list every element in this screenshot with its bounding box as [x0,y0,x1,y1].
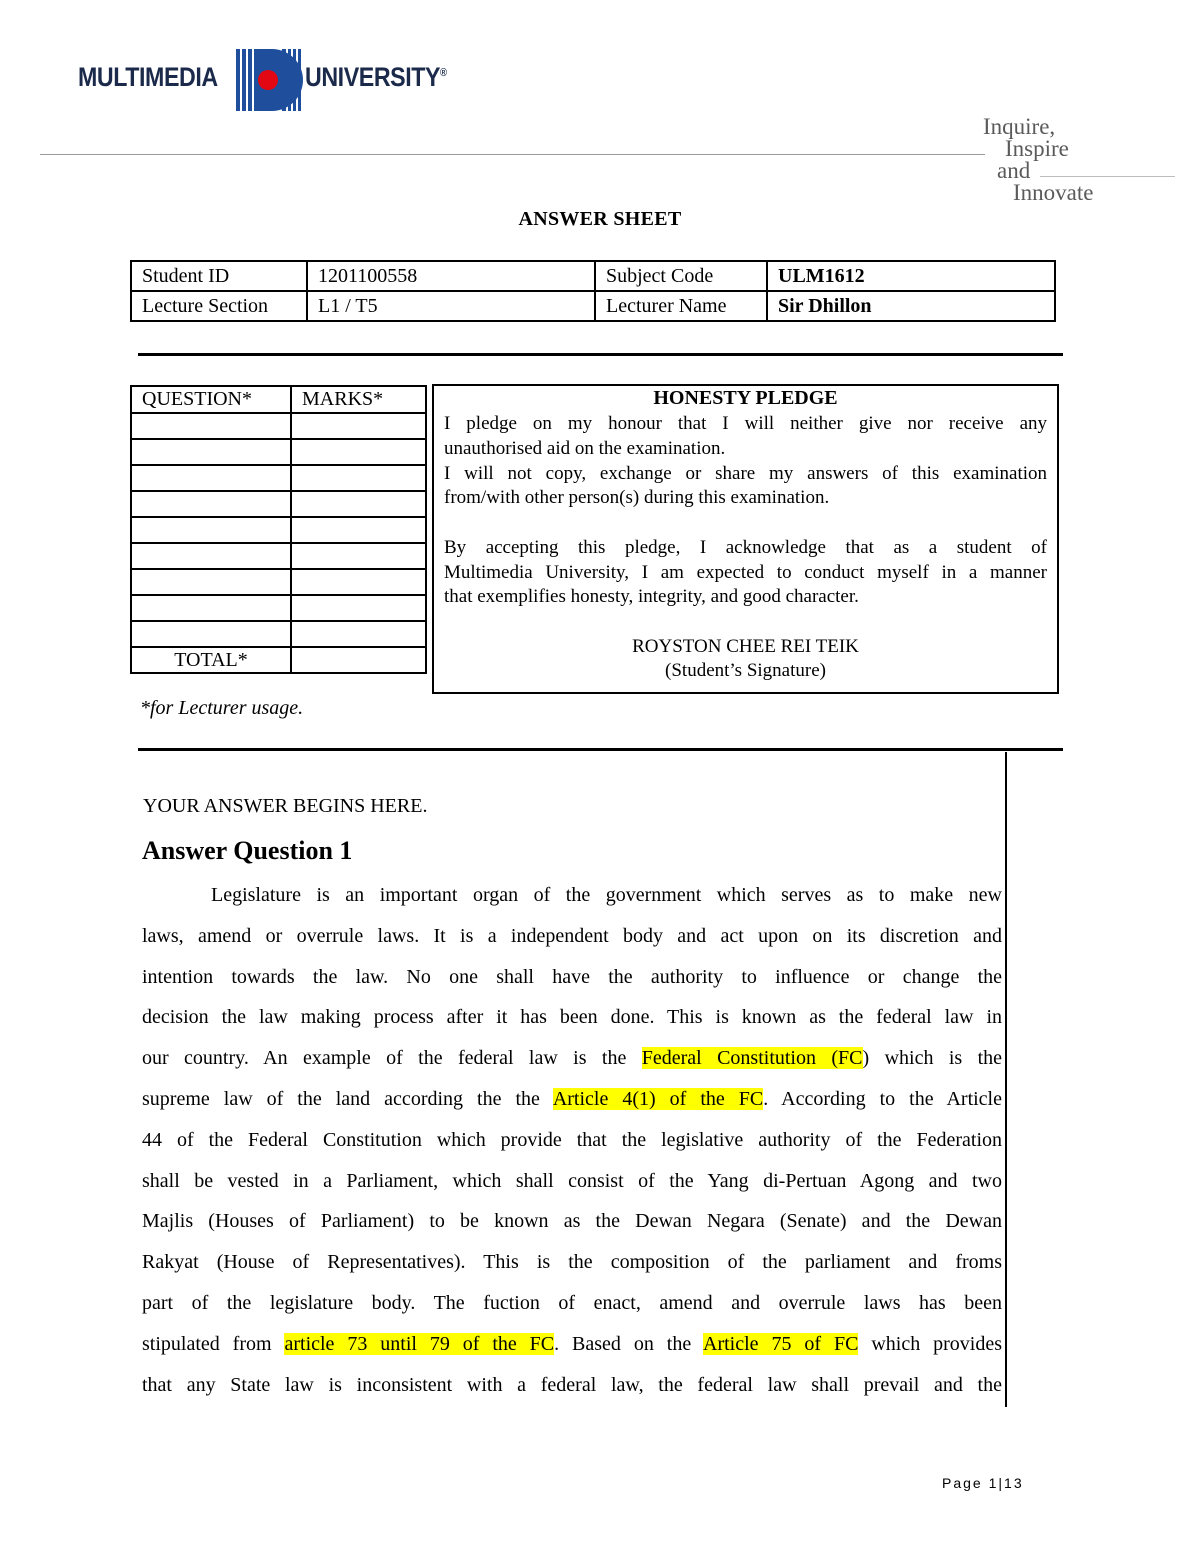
marks-header: MARKS* [291,386,426,413]
answer-begins-label: YOUR ANSWER BEGINS HERE. [143,795,428,817]
question-header: QUESTION* [131,386,291,413]
pledge-line: By accepting this pledge, I acknowledge that as a student of [444,537,1047,558]
answer-text: laws, amend or overrule laws. It is a independent body and act upon on its discretion and [142,924,1002,947]
answer-line [142,1043,1002,1073]
subject-code-label: Subject Code [595,261,767,291]
answer-heading: Answer Question 1 [142,836,353,865]
answer-text: Rakyat (House of Representatives). This is the composition of the parliament and froms [142,1251,1002,1274]
answer-line [142,1125,1002,1155]
signature-name: ROYSTON CHEE REI TEIK [632,636,859,657]
pledge-line: I will not copy, exchange or share my answers of this examination [444,463,1047,484]
answer-line [142,1206,1002,1236]
answer-text: intention towards the law. No one shall have the authority to influence or change the [142,965,1002,988]
pledge-title: HONESTY PLEDGE [653,387,838,409]
answer-text: stipulated from [142,1332,285,1355]
answer-line [142,1002,1002,1032]
lecturer-note: *for Lecturer usage. [140,697,304,719]
answer-line [142,1329,1002,1359]
pledge-line: that exemplifies honesty, integrity, and good character. [444,586,859,607]
logo-text-multimedia: MULTIMEDIA [78,62,218,92]
answer-text: decision the law making process after it has been done. This is known as the federal law in [142,1006,1002,1029]
marks-row [131,595,426,621]
subject-code-value: ULM1612 [767,261,1055,291]
motto-line: Inspire [1005,136,1069,161]
answer-text: which provides [858,1332,1003,1355]
highlighted-text: Article 75 of FC [703,1332,859,1355]
marks-row [131,491,426,517]
motto-line: and [997,158,1031,183]
motto-line: Inquire, [983,114,1056,139]
marks-row [131,439,426,465]
section-divider [138,353,1063,356]
signature-caption: (Student’s Signature) [665,660,826,681]
answer-text: . Based on the [554,1332,704,1355]
answer-line [211,880,1002,910]
section-divider [138,748,1063,751]
student-id-label: Student ID [131,261,307,291]
answer-text: ) which is the [862,1047,1003,1070]
lecturer-name-label: Lecturer Name [595,291,767,321]
marks-table [130,385,427,674]
marks-row [131,465,426,491]
logo-emblem-icon [236,49,303,111]
lecture-section-value: L1 / T5 [307,291,595,321]
lecturer-name-value: Sir Dhillon [767,291,1055,321]
highlighted-text: Federal Constitution (FC [641,1047,863,1070]
marks-row [131,517,426,543]
student-info-table [130,260,1056,322]
highlighted-text: article 73 until 79 of the FC [284,1332,555,1355]
answer-line [142,1370,1002,1400]
logo-text-university: UNIVERSITY® [305,62,447,92]
answer-line [142,962,1002,992]
marks-row [131,621,426,647]
pledge-line: Multimedia University, I am expected to conduct myself in a manner [444,562,1047,583]
header-rule [40,154,985,155]
answer-text: shall be vested in a Parliament, which shall consist of the Yang di-Pertuan Agong and two [142,1169,1002,1192]
answer-line [142,1084,1002,1114]
pledge-line: unauthorised aid on the examination. [444,438,726,459]
marks-row [131,543,426,569]
total-label: TOTAL* [131,647,291,673]
total-value [291,647,426,673]
marks-row [131,569,426,595]
answer-text: our country. An example of the federal law is the [142,1047,642,1070]
answer-text: 44 of the Federal Constitution which provide that the legislative authority of the Federation [142,1128,1002,1151]
page-number: Page 1|13 [942,1475,1024,1491]
page-title: ANSWER SHEET [518,208,682,230]
answer-line [142,1288,1002,1318]
answer-line [142,921,1002,951]
pledge-line: I pledge on my honour that I will neither give nor receive any [444,413,1047,434]
answer-text: . According to the Article [763,1088,1002,1110]
marks-row [131,413,426,439]
pledge-line: from/with other person(s) during this examination. [444,487,830,508]
lecture-section-label: Lecture Section [131,291,307,321]
answer-text: that any State law is inconsistent with a federal law, the federal law shall prevail and the [142,1373,1002,1396]
answer-text: Legislature is an important organ of the government which serves as to make new [211,884,1002,906]
student-id-value: 1201100558 [307,261,595,291]
answer-line [142,1247,1002,1277]
header-rule-right [1040,176,1175,177]
answer-margin-line [1005,752,1007,1407]
answer-text: part of the legislature body. The fuction of enact, amend and overrule laws has been [142,1292,1002,1314]
highlighted-text: Article 4(1) of the FC [552,1088,764,1110]
answer-text: supreme law of the land according the the [142,1088,553,1110]
answer-line [142,1166,1002,1196]
answer-text: Majlis (Houses of Parliament) to be known as the Dewan Negara (Senate) and the Dewan [142,1210,1002,1233]
motto-line: Innovate [1013,180,1094,205]
